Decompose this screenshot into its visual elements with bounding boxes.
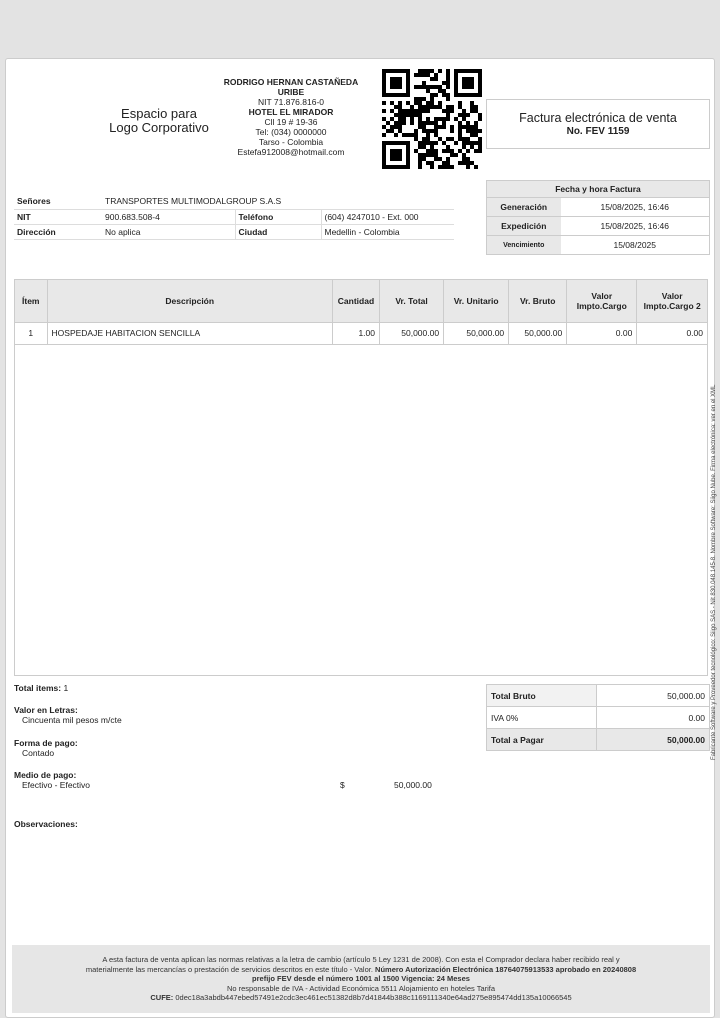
invoice-number: No. FEV 1159 <box>566 126 630 137</box>
issuer-name: RODRIGO HERNAN CASTAÑEDA <box>223 77 359 87</box>
items-table <box>14 279 708 676</box>
legal-footer: A esta factura de venta aplican las normas relativas a la letra de cambio (artículo 5 Ley 1231 de 2008). Con esta el Comprador declara haber recibido real y materialmente las mercancías o prestación de servicios descritos en este título - Valor. Número Autorización Electrónica 18764075913533 aprobado en 20240808 prefijo FEV desde el número 1001 al 1500 Vigencia: 24 Meses No responsable de IVA - Actividad Económica 5511 Alojamiento en hoteles Tarifa CUFE: 0dec18a3abdb447ebed57491e2cdc3ec461ec51382d8b7d41844b388c1169111340e64ad275e895474dd135a10066545 <box>12 945 710 1013</box>
date-row: Expedición 15/08/2025, 16:46 <box>487 217 710 236</box>
qr-code <box>382 69 482 169</box>
logo-placeholder: Espacio para Logo Corporativo <box>109 106 209 135</box>
issuer-name-2: URIBE <box>277 87 305 97</box>
date-row: Vencimiento 15/08/2025 <box>487 236 710 255</box>
client-row-direccion: Dirección No aplica Ciudad Medellin - Colombia <box>14 224 454 239</box>
dates-header: Fecha y hora Factura <box>487 181 710 198</box>
total-pagar-row: Total a Pagar 50,000.00 <box>487 729 710 751</box>
invoice-title-box <box>486 99 710 149</box>
client-row-nit: NIT 900.683.508-4 Teléfono (604) 4247010 - Ext. 000 <box>14 209 454 224</box>
items-header: Ítem Descripción Cantidad Vr. Total Vr. Unitario Vr. Bruto Valor Impto.Cargo Valor Impto.Cargo 2 <box>15 280 707 322</box>
observaciones: Observaciones: <box>14 819 78 829</box>
table-row: 1 HOSPEDAJE HABITACION SENCILLA 1.00 50,000.00 50,000.00 50,000.00 0.00 0.00 <box>15 322 707 344</box>
client-city: Medellin - Colombia <box>321 224 454 239</box>
iva-row: IVA 0% 0.00 <box>487 707 710 729</box>
client-row-senores: Señores TRANSPORTES MULTIMODALGROUP S.A.S <box>14 194 454 209</box>
issuer-address: Cll 19 # 19-36 <box>264 117 318 127</box>
client-name: TRANSPORTES MULTIMODALGROUP S.A.S <box>102 194 454 209</box>
client-nit: 900.683.508-4 <box>102 209 235 224</box>
issuer-nit: NIT 71.876.816-0 <box>258 97 324 107</box>
issuer-email: Estefa912008@hotmail.com <box>237 147 345 157</box>
issuer-city: Tarso - Colombia <box>258 137 324 147</box>
issuer-business: HOTEL EL MIRADOR <box>248 107 334 117</box>
forma-pago: Forma de pago: Contado <box>14 738 78 758</box>
medio-pago: Medio de pago: Efectivo - Efectivo $ 50,000.00 <box>14 770 432 790</box>
total-bruto-row: Total Bruto 50,000.00 <box>487 685 710 707</box>
cufe-value: 0dec18a3abdb447ebed57491e2cdc3ec461ec51382d8b7d41844b388c1169111340e64ad275e895474dd135a10066545 <box>175 993 572 1002</box>
top-bar <box>0 0 720 52</box>
software-side-note: Fabricante Software y Proveedor tecnológico: Siigo SAS - Nit 830.048.145-8. Nombre Software: Siigo Nube. Firma electrónica: ver en el XML <box>711 384 717 760</box>
total-items: Total items: 1 <box>14 683 69 693</box>
issuer-phone: Tel: (034) 0000000 <box>255 127 327 137</box>
invoice-title: Factura electrónica de venta <box>519 111 677 125</box>
client-phone: (604) 4247010 - Ext. 000 <box>321 209 454 224</box>
invoice-page <box>5 58 715 1018</box>
client-info <box>14 194 454 240</box>
totals-table <box>486 684 710 751</box>
invoice-dates <box>486 180 710 255</box>
client-address: No aplica <box>102 224 235 239</box>
valor-letras: Valor en Letras: Cincuenta mil pesos m/cte <box>14 705 122 725</box>
issuer-info <box>216 77 366 157</box>
date-row: Generación 15/08/2025, 16:46 <box>487 198 710 217</box>
